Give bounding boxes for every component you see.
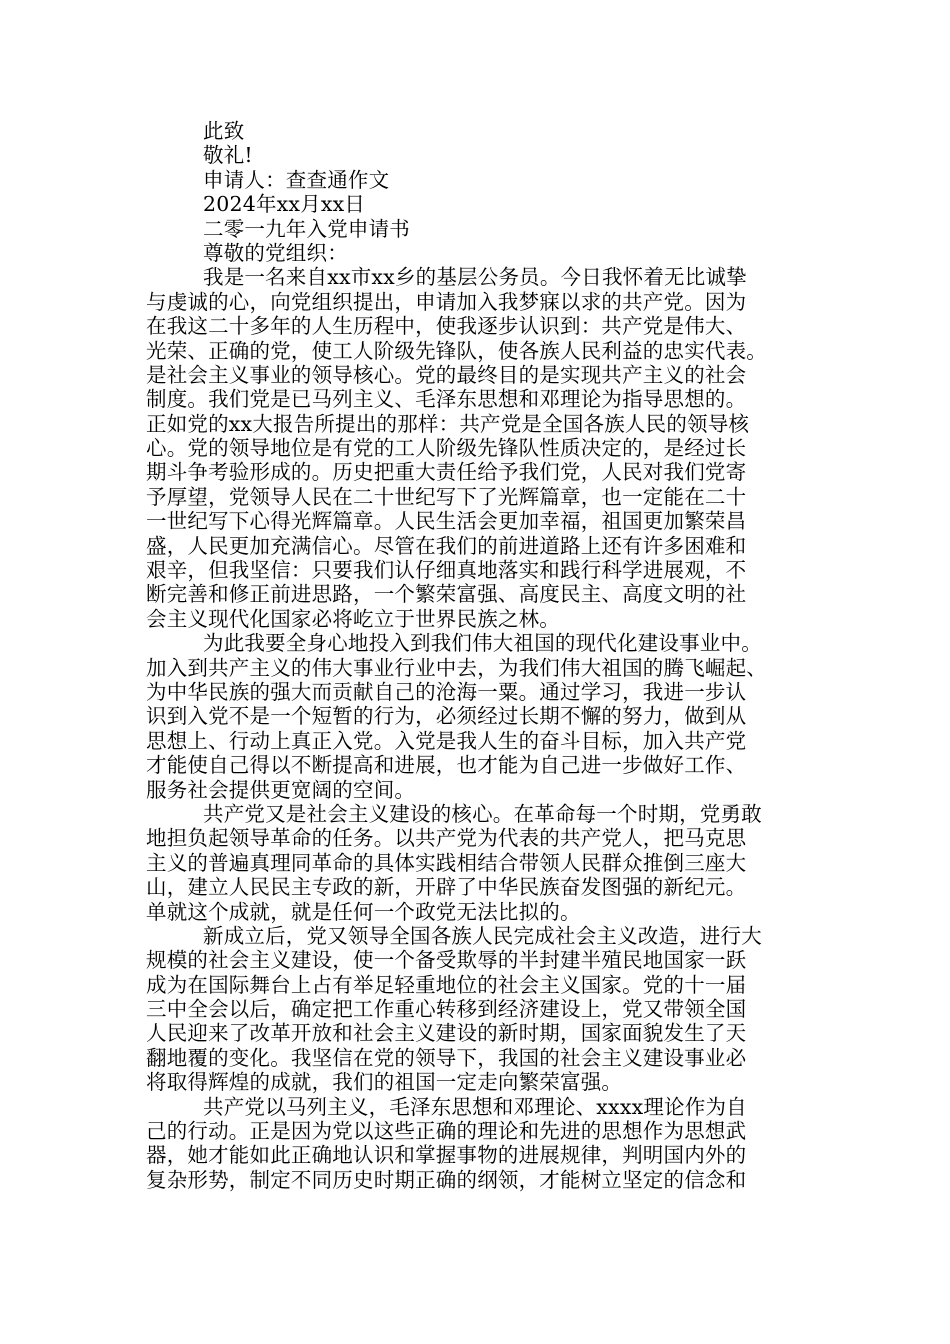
text-line: 制度。我们党是已马列主义、毛泽东思想和邓理论为指导思想的。 bbox=[146, 387, 747, 412]
text-line: 规模的社会主义建设，使一个备受欺辱的半封建半殖民地国家一跃 bbox=[146, 948, 747, 973]
text-line: 器，她才能如此正确地认识和掌握事物的进展规律，判明国内外的 bbox=[146, 1143, 747, 1168]
text-line: 将取得辉煌的成就，我们的祖国一定走向繁荣富强。 bbox=[146, 1070, 623, 1095]
text-line: 识到入党不是一个短暂的行为，必须经过长期不懈的努力，做到从 bbox=[146, 704, 747, 729]
text-line: 期斗争考验形成的。历史把重大责任给予我们党，人民对我们党寄 bbox=[146, 460, 747, 485]
text-line: 三中全会以后，确定把工作重心转移到经济建设上，党又带领全国 bbox=[146, 997, 747, 1022]
text-line: 加入到共产主义的伟大事业行业中去，为我们伟大祖国的腾飞崛起、 bbox=[146, 655, 767, 680]
text-line: 翻地覆的变化。我坚信在党的领导下，我国的社会主义建设事业必 bbox=[146, 1045, 747, 1070]
text-line: 才能使自己得以不断提高和进展，也才能为自己进一步做好工作、 bbox=[146, 753, 747, 778]
text-line: 为此我要全身心地投入到我们伟大祖国的现代化建设事业中。 bbox=[203, 631, 762, 656]
text-line: 此致 bbox=[203, 119, 245, 143]
text-line: 盛，人民更加充满信心。尽管在我们的前进道路上还有许多困难和 bbox=[146, 533, 747, 558]
text-line: 一世纪写下心得光辉篇章。人民生活会更加幸福，祖国更加繁荣昌 bbox=[146, 509, 747, 534]
text-line: 己的行动。正是因为党以这些正确的理论和先进的思想作为思想武 bbox=[146, 1119, 747, 1144]
text-line: 二零一九年入党申请书 bbox=[203, 216, 410, 241]
text-line: 心。党的领导地位是有党的工人阶级先锋队性质决定的，是经过长 bbox=[146, 436, 747, 461]
text-line: 思想上、行动上真正入党。入党是我人生的奋斗目标，加入共产党 bbox=[146, 728, 747, 753]
text-line: 单就这个成就，就是任何一个政党无法比拟的。 bbox=[146, 899, 581, 924]
text-line: 地担负起领导革命的任务。以共产党为代表的共产党人，把马克思 bbox=[146, 826, 747, 851]
text-line: 会主义现代化国家必将屹立于世界民族之林。 bbox=[146, 606, 560, 631]
text-line: 服务社会提供更宽阔的空间。 bbox=[146, 777, 416, 802]
text-line: 成为在国际舞台上占有举足轻重地位的社会主义国家。党的十一届 bbox=[146, 972, 747, 997]
text-line: 光荣、正确的党，使工人阶级先锋队，使各族人民利益的忠实代表。 bbox=[146, 338, 767, 363]
text-line: 申请人：查查通作文 bbox=[203, 167, 390, 192]
text-line: 新成立后，党又领导全国各族人民完成社会主义改造，进行大 bbox=[203, 923, 762, 948]
text-line: 主义的普遍真理同革命的具体实践相结合带领人民群众推倒三座大 bbox=[146, 850, 747, 875]
text-line: 为中华民族的强大而贡献自己的沧海一粟。通过学习，我进一步认 bbox=[146, 679, 747, 704]
text-line: 断完善和修正前进思路，一个繁荣富强、高度民主、高度文明的社 bbox=[146, 582, 747, 607]
text-line: 2024年xx月xx日 bbox=[203, 192, 366, 217]
text-line: 在我这二十多年的人生历程中，使我逐步认识到：共产党是伟大、 bbox=[146, 314, 747, 339]
text-line: 敬礼! bbox=[203, 143, 253, 168]
text-line: 正如党的xx大报告所提出的那样：共产党是全国各族人民的领导核 bbox=[146, 411, 750, 436]
text-line: 山，建立人民民主专政的新，开辟了中华民族奋发图强的新纪元。 bbox=[146, 875, 747, 900]
document-body bbox=[146, 119, 806, 1192]
text-line: 人民迎来了改革开放和社会主义建设的新时期，国家面貌发生了天 bbox=[146, 1021, 747, 1046]
text-line: 共产党又是社会主义建设的核心。在革命每一个时期，党勇敢 bbox=[203, 801, 762, 826]
text-line: 艰辛，但我坚信：只要我们认仔细真地落实和践行科学进展观，不 bbox=[146, 558, 747, 583]
text-line: 我是一名来自xx市xx乡的基层公务员。今日我怀着无比诚挚 bbox=[203, 265, 747, 290]
text-line: 尊敬的党组织： bbox=[203, 240, 348, 265]
text-line: 复杂形势，制定不同历史时期正确的纲领，才能树立坚定的信念和 bbox=[146, 1167, 747, 1192]
text-line: 是社会主义事业的领导核心。党的最终目的是实现共产主义的社会 bbox=[146, 362, 747, 387]
text-line: 予厚望，党领导人民在二十世纪写下了光辉篇章，也一定能在二十 bbox=[146, 484, 747, 509]
text-line: 与虔诚的心，向党组织提出，申请加入我梦寐以求的共产党。因为 bbox=[146, 289, 747, 314]
text-line: 共产党以马列主义，毛泽东思想和邓理论、xxxx理论作为自 bbox=[203, 1094, 747, 1119]
